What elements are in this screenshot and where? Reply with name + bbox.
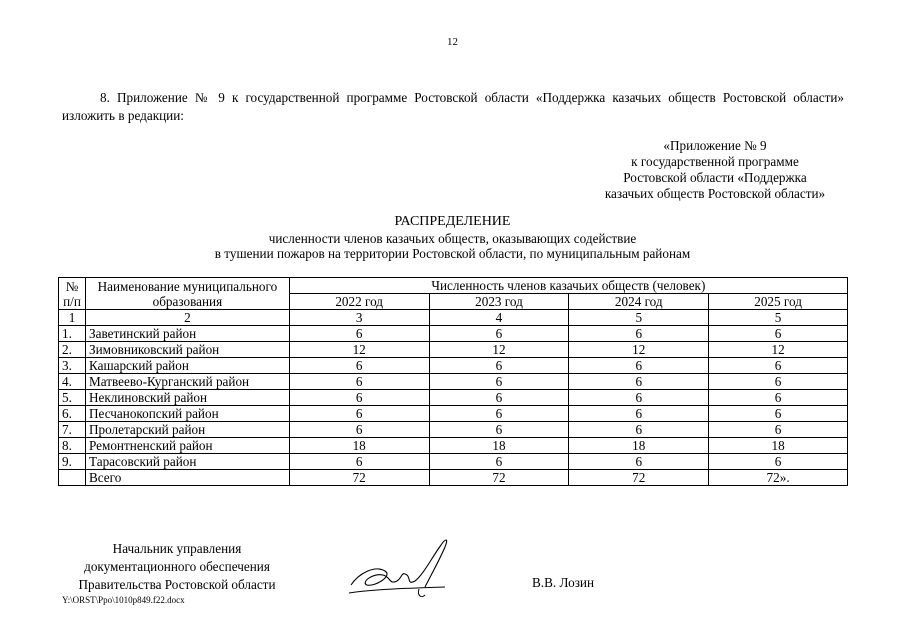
- row-value: 12: [289, 342, 429, 358]
- signatory-position: [62, 540, 292, 594]
- row-value: 6: [569, 422, 709, 438]
- row-value: 6: [429, 422, 569, 438]
- row-value: 6: [289, 422, 429, 438]
- appendix-line: Ростовской области «Поддержка: [623, 170, 807, 185]
- row-value: 6: [569, 326, 709, 342]
- row-number: 7.: [59, 422, 86, 438]
- index-cell: 2: [85, 310, 289, 326]
- header-municipality: Наименование муниципального образования: [85, 278, 289, 310]
- appendix-line: казачьих обществ Ростовской области»: [604, 186, 826, 201]
- document-title: РАСПРЕДЕЛЕНИЕ: [394, 214, 511, 229]
- table-row: [59, 342, 848, 358]
- row-value: 6: [429, 358, 569, 374]
- table-row: [59, 438, 848, 454]
- row-value: 12: [429, 342, 569, 358]
- table-row: [59, 454, 848, 470]
- table-total-row: [59, 470, 848, 486]
- row-value: 6: [569, 374, 709, 390]
- header-group: Численность членов казачьих обществ (человек): [289, 278, 847, 294]
- amendment-text: 8. Приложение № 9 к государственной программе Ростовской области «Поддержка казачьих обществ Ростовской области» изложить в редакции:: [62, 90, 844, 123]
- row-name: Зимовниковский район: [85, 342, 289, 358]
- row-number: 1.: [59, 326, 86, 342]
- handwritten-signature: [345, 535, 475, 605]
- table-index-row: [59, 310, 848, 326]
- row-value: 18: [429, 438, 569, 454]
- header-year: 2023 год: [429, 294, 569, 310]
- total-value: 72».: [709, 470, 848, 486]
- row-value: 6: [709, 422, 848, 438]
- row-value: 18: [569, 438, 709, 454]
- header-year: 2025 год: [709, 294, 848, 310]
- row-value: 6: [709, 390, 848, 406]
- index-cell: 1: [59, 310, 86, 326]
- appendix-header: [560, 138, 870, 202]
- table-row: [59, 422, 848, 438]
- header-year: 2022 год: [289, 294, 429, 310]
- row-value: 6: [569, 390, 709, 406]
- row-value: 6: [709, 454, 848, 470]
- position-line: Начальник управления: [112, 541, 242, 556]
- index-cell: 4: [429, 310, 569, 326]
- row-value: 6: [709, 406, 848, 422]
- row-number: 2.: [59, 342, 86, 358]
- row-value: 6: [289, 454, 429, 470]
- row-value: 6: [429, 406, 569, 422]
- index-cell: 5: [569, 310, 709, 326]
- row-number: 8.: [59, 438, 86, 454]
- row-name: Заветинский район: [85, 326, 289, 342]
- page-number: 12: [447, 36, 458, 48]
- total-label: Всего: [85, 470, 289, 486]
- row-value: 6: [569, 406, 709, 422]
- signatory-name: В.В. Лозин: [532, 575, 595, 590]
- row-name: Тарасовский район: [85, 454, 289, 470]
- row-name: Песчанокопский район: [85, 406, 289, 422]
- header-number: № п/п: [59, 278, 86, 310]
- row-value: 6: [289, 374, 429, 390]
- position-line: Правительства Ростовской области: [78, 577, 276, 592]
- row-value: 6: [429, 454, 569, 470]
- row-value: 18: [289, 438, 429, 454]
- row-value: 6: [709, 326, 848, 342]
- row-value: 12: [709, 342, 848, 358]
- row-value: 6: [289, 406, 429, 422]
- row-value: 6: [709, 374, 848, 390]
- row-value: 6: [569, 358, 709, 374]
- row-number: 9.: [59, 454, 86, 470]
- table-row: [59, 390, 848, 406]
- row-value: 6: [709, 358, 848, 374]
- row-value: 6: [429, 326, 569, 342]
- row-value: 6: [429, 390, 569, 406]
- table-row: [59, 406, 848, 422]
- row-name: Кашарский район: [85, 358, 289, 374]
- distribution-table: [58, 277, 848, 486]
- row-value: 12: [569, 342, 709, 358]
- row-value: 6: [289, 358, 429, 374]
- row-value: 6: [289, 390, 429, 406]
- row-name: Неклиновский район: [85, 390, 289, 406]
- row-name: Ремонтненский район: [85, 438, 289, 454]
- subtitle-line-1: численности членов казачьих обществ, оказывающих содействие: [268, 231, 637, 246]
- row-name: Пролетарский район: [85, 422, 289, 438]
- row-name: Матвеево-Курганский район: [85, 374, 289, 390]
- appendix-line: «Приложение № 9: [663, 138, 767, 153]
- row-value: 6: [289, 326, 429, 342]
- amendment-paragraph: [62, 89, 844, 125]
- position-line: документационного обеспечения: [84, 559, 270, 574]
- row-number: 5.: [59, 390, 86, 406]
- total-value: 72: [569, 470, 709, 486]
- index-cell: 5: [709, 310, 848, 326]
- total-number: [59, 470, 86, 486]
- table-row: [59, 358, 848, 374]
- file-path: Y:\ORST\Ppo\1010p849.f22.docx: [62, 595, 185, 605]
- table-row: [59, 374, 848, 390]
- subtitle-line-2: в тушении пожаров на территории Ростовской области, по муниципальным районам: [214, 246, 691, 261]
- total-value: 72: [289, 470, 429, 486]
- row-number: 4.: [59, 374, 86, 390]
- table-row: [59, 326, 848, 342]
- row-value: 18: [709, 438, 848, 454]
- row-number: 3.: [59, 358, 86, 374]
- appendix-line: к государственной программе: [631, 154, 799, 169]
- total-value: 72: [429, 470, 569, 486]
- row-value: 6: [429, 374, 569, 390]
- table-header-row: [59, 278, 848, 294]
- row-number: 6.: [59, 406, 86, 422]
- index-cell: 3: [289, 310, 429, 326]
- header-year: 2024 год: [569, 294, 709, 310]
- row-value: 6: [569, 454, 709, 470]
